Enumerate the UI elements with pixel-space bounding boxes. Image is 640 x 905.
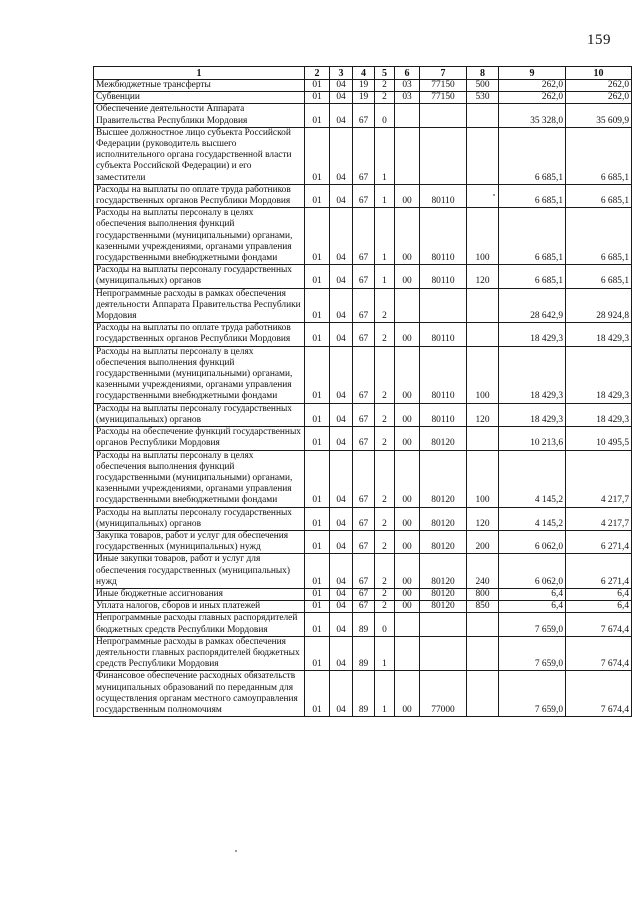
section-code-cell: 01 bbox=[305, 403, 330, 426]
subsection-code-cell: 04 bbox=[330, 601, 353, 613]
program-code-cell: 67 bbox=[353, 601, 375, 613]
column-header: 4 bbox=[353, 67, 375, 80]
amount-year-2-cell: 262,0 bbox=[566, 80, 632, 92]
subsection-code-cell: 04 bbox=[330, 346, 353, 403]
target-article-cell: 77000 bbox=[420, 671, 467, 717]
target-article-cell: 80120 bbox=[420, 530, 467, 553]
amount-year-1-cell: 7 659,0 bbox=[499, 671, 566, 717]
amount-year-1-cell: 18 429,3 bbox=[499, 403, 566, 426]
expense-name-cell: Расходы на выплаты персоналу государственных (муниципальных) органов bbox=[94, 403, 305, 426]
subsection-code-cell: 04 bbox=[330, 208, 353, 265]
amount-year-1-cell: 262,0 bbox=[499, 80, 566, 92]
amount-year-2-cell: 6 271,4 bbox=[566, 530, 632, 553]
target-article-cell bbox=[420, 104, 467, 127]
expense-name-cell: Высшее должностное лицо субъекта Российской Федерации (руководитель высшего исполнительного органа государственной власти субъекта Российской Федерации) и его заместители bbox=[94, 127, 305, 184]
expense-name-cell: Расходы на выплаты персоналу в целях обеспечения выполнения функций государственными (муниципальными) органами, казенными учреждениями, органами управления государственными внебюджетными фондами bbox=[94, 208, 305, 265]
expense-type-cell: 500 bbox=[467, 80, 499, 92]
page-number: 159 bbox=[587, 32, 611, 48]
subsection-code-cell: 04 bbox=[330, 323, 353, 346]
table-row bbox=[94, 427, 632, 450]
program-code-cell: 67 bbox=[353, 450, 375, 507]
expense-name-cell: Непрограммные расходы в рамках обеспечения деятельности главных распорядителей бюджетных средств Республики Мордовия bbox=[94, 636, 305, 671]
table-row bbox=[94, 104, 632, 127]
table-row bbox=[94, 636, 632, 671]
column-header: 8 bbox=[467, 67, 499, 80]
column-header: 5 bbox=[375, 67, 395, 80]
program-code-cell: 67 bbox=[353, 427, 375, 450]
expense-type-cell: 100 bbox=[467, 450, 499, 507]
amount-year-1-cell: 6,4 bbox=[499, 588, 566, 600]
target-article-cell: 80110 bbox=[420, 346, 467, 403]
table-row bbox=[94, 671, 632, 717]
amount-year-2-cell: 6 271,4 bbox=[566, 554, 632, 589]
amount-year-1-cell: 18 429,3 bbox=[499, 323, 566, 346]
amount-year-2-cell: 6 685,1 bbox=[566, 184, 632, 207]
amount-year-1-cell: 10 213,6 bbox=[499, 427, 566, 450]
program-code-cell: 67 bbox=[353, 323, 375, 346]
expense-name-cell: Расходы на выплаты персоналу государственных (муниципальных) органов bbox=[94, 265, 305, 288]
subsection-code-cell: 04 bbox=[330, 265, 353, 288]
program-code-cell: 19 bbox=[353, 80, 375, 92]
target-article-cell: 80110 bbox=[420, 265, 467, 288]
section-code-cell: 01 bbox=[305, 104, 330, 127]
subsection-code-cell: 04 bbox=[330, 104, 353, 127]
table-row bbox=[94, 450, 632, 507]
subsection-code-cell: 04 bbox=[330, 613, 353, 636]
subprogram-code-cell: 2 bbox=[375, 427, 395, 450]
amount-year-2-cell: 6,4 bbox=[566, 601, 632, 613]
event-code-cell: 00 bbox=[395, 588, 420, 600]
expense-type-cell bbox=[467, 427, 499, 450]
expense-name-cell: Закупка товаров, работ и услуг для обеспечения государственных (муниципальных) нужд bbox=[94, 530, 305, 553]
amount-year-2-cell: 6 685,1 bbox=[566, 265, 632, 288]
event-code-cell bbox=[395, 636, 420, 671]
table-row bbox=[94, 346, 632, 403]
program-code-cell: 89 bbox=[353, 636, 375, 671]
subsection-code-cell: 04 bbox=[330, 636, 353, 671]
event-code-cell: 00 bbox=[395, 427, 420, 450]
subprogram-code-cell: 1 bbox=[375, 671, 395, 717]
target-article-cell: 80120 bbox=[420, 588, 467, 600]
expense-type-cell bbox=[467, 636, 499, 671]
event-code-cell: 00 bbox=[395, 184, 420, 207]
amount-year-1-cell: 6 685,1 bbox=[499, 208, 566, 265]
amount-year-1-cell: 6 062,0 bbox=[499, 554, 566, 589]
table-row bbox=[94, 507, 632, 530]
event-code-cell: 00 bbox=[395, 346, 420, 403]
expense-type-cell bbox=[467, 288, 499, 323]
subprogram-code-cell: 2 bbox=[375, 92, 395, 104]
program-code-cell: 67 bbox=[353, 288, 375, 323]
program-code-cell: 67 bbox=[353, 265, 375, 288]
amount-year-2-cell: 6,4 bbox=[566, 588, 632, 600]
section-code-cell: 01 bbox=[305, 613, 330, 636]
section-code-cell: 01 bbox=[305, 127, 330, 184]
amount-year-1-cell: 262,0 bbox=[499, 92, 566, 104]
program-code-cell: 67 bbox=[353, 554, 375, 589]
expense-type-cell bbox=[467, 184, 499, 207]
subprogram-code-cell: 2 bbox=[375, 530, 395, 553]
table-header-row bbox=[94, 67, 632, 80]
amount-year-1-cell: 6 685,1 bbox=[499, 127, 566, 184]
expense-name-cell: Непрограммные расходы в рамках обеспечения деятельности Аппарата Правительства Республики Мордовия bbox=[94, 288, 305, 323]
subprogram-code-cell: 2 bbox=[375, 80, 395, 92]
event-code-cell: 00 bbox=[395, 530, 420, 553]
amount-year-2-cell: 18 429,3 bbox=[566, 323, 632, 346]
subsection-code-cell: 04 bbox=[330, 184, 353, 207]
program-code-cell: 19 bbox=[353, 92, 375, 104]
table-row bbox=[94, 265, 632, 288]
expense-type-cell: 120 bbox=[467, 265, 499, 288]
amount-year-1-cell: 6 062,0 bbox=[499, 530, 566, 553]
column-header: 2 bbox=[305, 67, 330, 80]
expense-type-cell bbox=[467, 613, 499, 636]
program-code-cell: 67 bbox=[353, 346, 375, 403]
event-code-cell bbox=[395, 127, 420, 184]
section-code-cell: 01 bbox=[305, 554, 330, 589]
program-code-cell: 67 bbox=[353, 588, 375, 600]
event-code-cell: 00 bbox=[395, 265, 420, 288]
section-code-cell: 01 bbox=[305, 450, 330, 507]
amount-year-1-cell: 7 659,0 bbox=[499, 613, 566, 636]
subprogram-code-cell: 2 bbox=[375, 346, 395, 403]
table-row bbox=[94, 601, 632, 613]
program-code-cell: 89 bbox=[353, 613, 375, 636]
section-code-cell: 01 bbox=[305, 530, 330, 553]
expense-type-cell: 530 bbox=[467, 92, 499, 104]
amount-year-2-cell: 35 609,9 bbox=[566, 104, 632, 127]
expense-type-cell bbox=[467, 104, 499, 127]
expense-type-cell: 200 bbox=[467, 530, 499, 553]
event-code-cell bbox=[395, 104, 420, 127]
subprogram-code-cell: 1 bbox=[375, 127, 395, 184]
expense-name-cell: Расходы на выплаты персоналу в целях обеспечения выполнения функций государственными (муниципальными) органами, казенными учреждениями, органами управления государственными внебюджетными фондами bbox=[94, 450, 305, 507]
event-code-cell: 00 bbox=[395, 450, 420, 507]
program-code-cell: 67 bbox=[353, 530, 375, 553]
amount-year-1-cell: 6,4 bbox=[499, 601, 566, 613]
amount-year-2-cell: 10 495,5 bbox=[566, 427, 632, 450]
column-header: 6 bbox=[395, 67, 420, 80]
subprogram-code-cell: 0 bbox=[375, 104, 395, 127]
target-article-cell: 80120 bbox=[420, 554, 467, 589]
event-code-cell: 00 bbox=[395, 507, 420, 530]
amount-year-1-cell: 7 659,0 bbox=[499, 636, 566, 671]
expense-type-cell bbox=[467, 323, 499, 346]
expense-type-cell: 120 bbox=[467, 507, 499, 530]
subprogram-code-cell: 2 bbox=[375, 323, 395, 346]
amount-year-2-cell: 7 674,4 bbox=[566, 613, 632, 636]
table-row bbox=[94, 80, 632, 92]
target-article-cell: 77150 bbox=[420, 92, 467, 104]
table-row bbox=[94, 208, 632, 265]
program-code-cell: 89 bbox=[353, 671, 375, 717]
subsection-code-cell: 04 bbox=[330, 450, 353, 507]
expense-name-cell: Непрограммные расходы главных распорядителей бюджетных средств Республики Мордовия bbox=[94, 613, 305, 636]
expense-name-cell: Расходы на выплаты персоналу в целях обеспечения выполнения функций государственными (муниципальными) органами, казенными учреждениями, органами управления государственными внебюджетными фондами bbox=[94, 346, 305, 403]
expense-name-cell: Иные бюджетные ассигнования bbox=[94, 588, 305, 600]
amount-year-2-cell: 4 217,7 bbox=[566, 450, 632, 507]
amount-year-1-cell: 6 685,1 bbox=[499, 184, 566, 207]
section-code-cell: 01 bbox=[305, 208, 330, 265]
expense-name-cell: Уплата налогов, сборов и иных платежей bbox=[94, 601, 305, 613]
section-code-cell: 01 bbox=[305, 92, 330, 104]
target-article-cell: 80120 bbox=[420, 507, 467, 530]
section-code-cell: 01 bbox=[305, 184, 330, 207]
program-code-cell: 67 bbox=[353, 507, 375, 530]
subsection-code-cell: 04 bbox=[330, 671, 353, 717]
table-row bbox=[94, 613, 632, 636]
budget-table bbox=[93, 66, 632, 717]
target-article-cell bbox=[420, 288, 467, 323]
amount-year-2-cell: 28 924,8 bbox=[566, 288, 632, 323]
section-code-cell: 01 bbox=[305, 427, 330, 450]
subprogram-code-cell: 2 bbox=[375, 288, 395, 323]
event-code-cell: 00 bbox=[395, 671, 420, 717]
table-row bbox=[94, 588, 632, 600]
section-code-cell: 01 bbox=[305, 588, 330, 600]
expense-name-cell: Обеспечение деятельности Аппарата Правительства Республики Мордовия bbox=[94, 104, 305, 127]
section-code-cell: 01 bbox=[305, 507, 330, 530]
subsection-code-cell: 04 bbox=[330, 127, 353, 184]
subprogram-code-cell: 2 bbox=[375, 601, 395, 613]
amount-year-1-cell: 18 429,3 bbox=[499, 346, 566, 403]
scan-artifact bbox=[493, 194, 495, 196]
target-article-cell: 80120 bbox=[420, 601, 467, 613]
expense-type-cell: 120 bbox=[467, 403, 499, 426]
amount-year-1-cell: 4 145,2 bbox=[499, 450, 566, 507]
subprogram-code-cell: 2 bbox=[375, 554, 395, 589]
amount-year-2-cell: 7 674,4 bbox=[566, 636, 632, 671]
amount-year-1-cell: 28 642,9 bbox=[499, 288, 566, 323]
expense-name-cell: Расходы на обеспечение функций государственных органов Республики Мордовия bbox=[94, 427, 305, 450]
amount-year-2-cell: 6 685,1 bbox=[566, 127, 632, 184]
amount-year-2-cell: 18 429,3 bbox=[566, 346, 632, 403]
target-article-cell: 80110 bbox=[420, 184, 467, 207]
subprogram-code-cell: 1 bbox=[375, 265, 395, 288]
subprogram-code-cell: 2 bbox=[375, 507, 395, 530]
column-header: 10 bbox=[566, 67, 632, 80]
subsection-code-cell: 04 bbox=[330, 588, 353, 600]
table-row bbox=[94, 554, 632, 589]
program-code-cell: 67 bbox=[353, 104, 375, 127]
target-article-cell: 80110 bbox=[420, 208, 467, 265]
expense-name-cell: Расходы на выплаты персоналу государственных (муниципальных) органов bbox=[94, 507, 305, 530]
expense-name-cell: Финансовое обеспечение расходных обязательств муниципальных образований по переданным для осуществления органам местного самоуправления государственным полномочиям bbox=[94, 671, 305, 717]
table-row bbox=[94, 323, 632, 346]
expense-type-cell: 100 bbox=[467, 208, 499, 265]
event-code-cell bbox=[395, 288, 420, 323]
section-code-cell: 01 bbox=[305, 601, 330, 613]
target-article-cell bbox=[420, 127, 467, 184]
event-code-cell: 03 bbox=[395, 92, 420, 104]
event-code-cell: 00 bbox=[395, 208, 420, 265]
subsection-code-cell: 04 bbox=[330, 92, 353, 104]
subprogram-code-cell: 1 bbox=[375, 636, 395, 671]
subprogram-code-cell: 1 bbox=[375, 208, 395, 265]
scan-artifact bbox=[235, 850, 237, 852]
subsection-code-cell: 04 bbox=[330, 554, 353, 589]
column-header: 7 bbox=[420, 67, 467, 80]
subprogram-code-cell: 0 bbox=[375, 613, 395, 636]
table-row bbox=[94, 288, 632, 323]
program-code-cell: 67 bbox=[353, 208, 375, 265]
table-body bbox=[94, 80, 632, 717]
table-row bbox=[94, 127, 632, 184]
expense-name-cell: Расходы на выплаты по оплате труда работников государственных органов Республики Мордовия bbox=[94, 323, 305, 346]
amount-year-2-cell: 18 429,3 bbox=[566, 403, 632, 426]
subsection-code-cell: 04 bbox=[330, 507, 353, 530]
amount-year-1-cell: 6 685,1 bbox=[499, 265, 566, 288]
subsection-code-cell: 04 bbox=[330, 288, 353, 323]
target-article-cell: 80110 bbox=[420, 403, 467, 426]
section-code-cell: 01 bbox=[305, 323, 330, 346]
expense-name-cell: Расходы на выплаты по оплате труда работников государственных органов Республики Мордовия bbox=[94, 184, 305, 207]
subprogram-code-cell: 2 bbox=[375, 450, 395, 507]
event-code-cell: 00 bbox=[395, 323, 420, 346]
table-row bbox=[94, 184, 632, 207]
amount-year-2-cell: 262,0 bbox=[566, 92, 632, 104]
amount-year-1-cell: 4 145,2 bbox=[499, 507, 566, 530]
subsection-code-cell: 04 bbox=[330, 530, 353, 553]
expense-type-cell: 100 bbox=[467, 346, 499, 403]
amount-year-2-cell: 4 217,7 bbox=[566, 507, 632, 530]
column-header: 1 bbox=[94, 67, 305, 80]
expense-type-cell bbox=[467, 127, 499, 184]
section-code-cell: 01 bbox=[305, 346, 330, 403]
table-row bbox=[94, 92, 632, 104]
target-article-cell: 80120 bbox=[420, 450, 467, 507]
subprogram-code-cell: 2 bbox=[375, 588, 395, 600]
expense-name-cell: Межбюджетные трансферты bbox=[94, 80, 305, 92]
column-header: 3 bbox=[330, 67, 353, 80]
expense-type-cell: 850 bbox=[467, 601, 499, 613]
section-code-cell: 01 bbox=[305, 671, 330, 717]
target-article-cell bbox=[420, 613, 467, 636]
amount-year-2-cell: 7 674,4 bbox=[566, 671, 632, 717]
event-code-cell: 00 bbox=[395, 554, 420, 589]
column-header: 9 bbox=[499, 67, 566, 80]
event-code-cell: 00 bbox=[395, 601, 420, 613]
expense-type-cell: 240 bbox=[467, 554, 499, 589]
subprogram-code-cell: 1 bbox=[375, 184, 395, 207]
target-article-cell: 80120 bbox=[420, 427, 467, 450]
expense-name-cell: Субвенции bbox=[94, 92, 305, 104]
program-code-cell: 67 bbox=[353, 403, 375, 426]
program-code-cell: 67 bbox=[353, 184, 375, 207]
subsection-code-cell: 04 bbox=[330, 427, 353, 450]
target-article-cell: 80110 bbox=[420, 323, 467, 346]
target-article-cell: 77150 bbox=[420, 80, 467, 92]
expense-type-cell: 800 bbox=[467, 588, 499, 600]
event-code-cell: 03 bbox=[395, 80, 420, 92]
table-row bbox=[94, 530, 632, 553]
subprogram-code-cell: 2 bbox=[375, 403, 395, 426]
expense-name-cell: Иные закупки товаров, работ и услуг для обеспечения государственных (муниципальных) нужд bbox=[94, 554, 305, 589]
section-code-cell: 01 bbox=[305, 265, 330, 288]
event-code-cell: 00 bbox=[395, 403, 420, 426]
target-article-cell bbox=[420, 636, 467, 671]
table-row bbox=[94, 403, 632, 426]
expense-type-cell bbox=[467, 671, 499, 717]
event-code-cell bbox=[395, 613, 420, 636]
subsection-code-cell: 04 bbox=[330, 80, 353, 92]
section-code-cell: 01 bbox=[305, 636, 330, 671]
amount-year-2-cell: 6 685,1 bbox=[566, 208, 632, 265]
section-code-cell: 01 bbox=[305, 288, 330, 323]
amount-year-1-cell: 35 328,0 bbox=[499, 104, 566, 127]
section-code-cell: 01 bbox=[305, 80, 330, 92]
program-code-cell: 67 bbox=[353, 127, 375, 184]
subsection-code-cell: 04 bbox=[330, 403, 353, 426]
